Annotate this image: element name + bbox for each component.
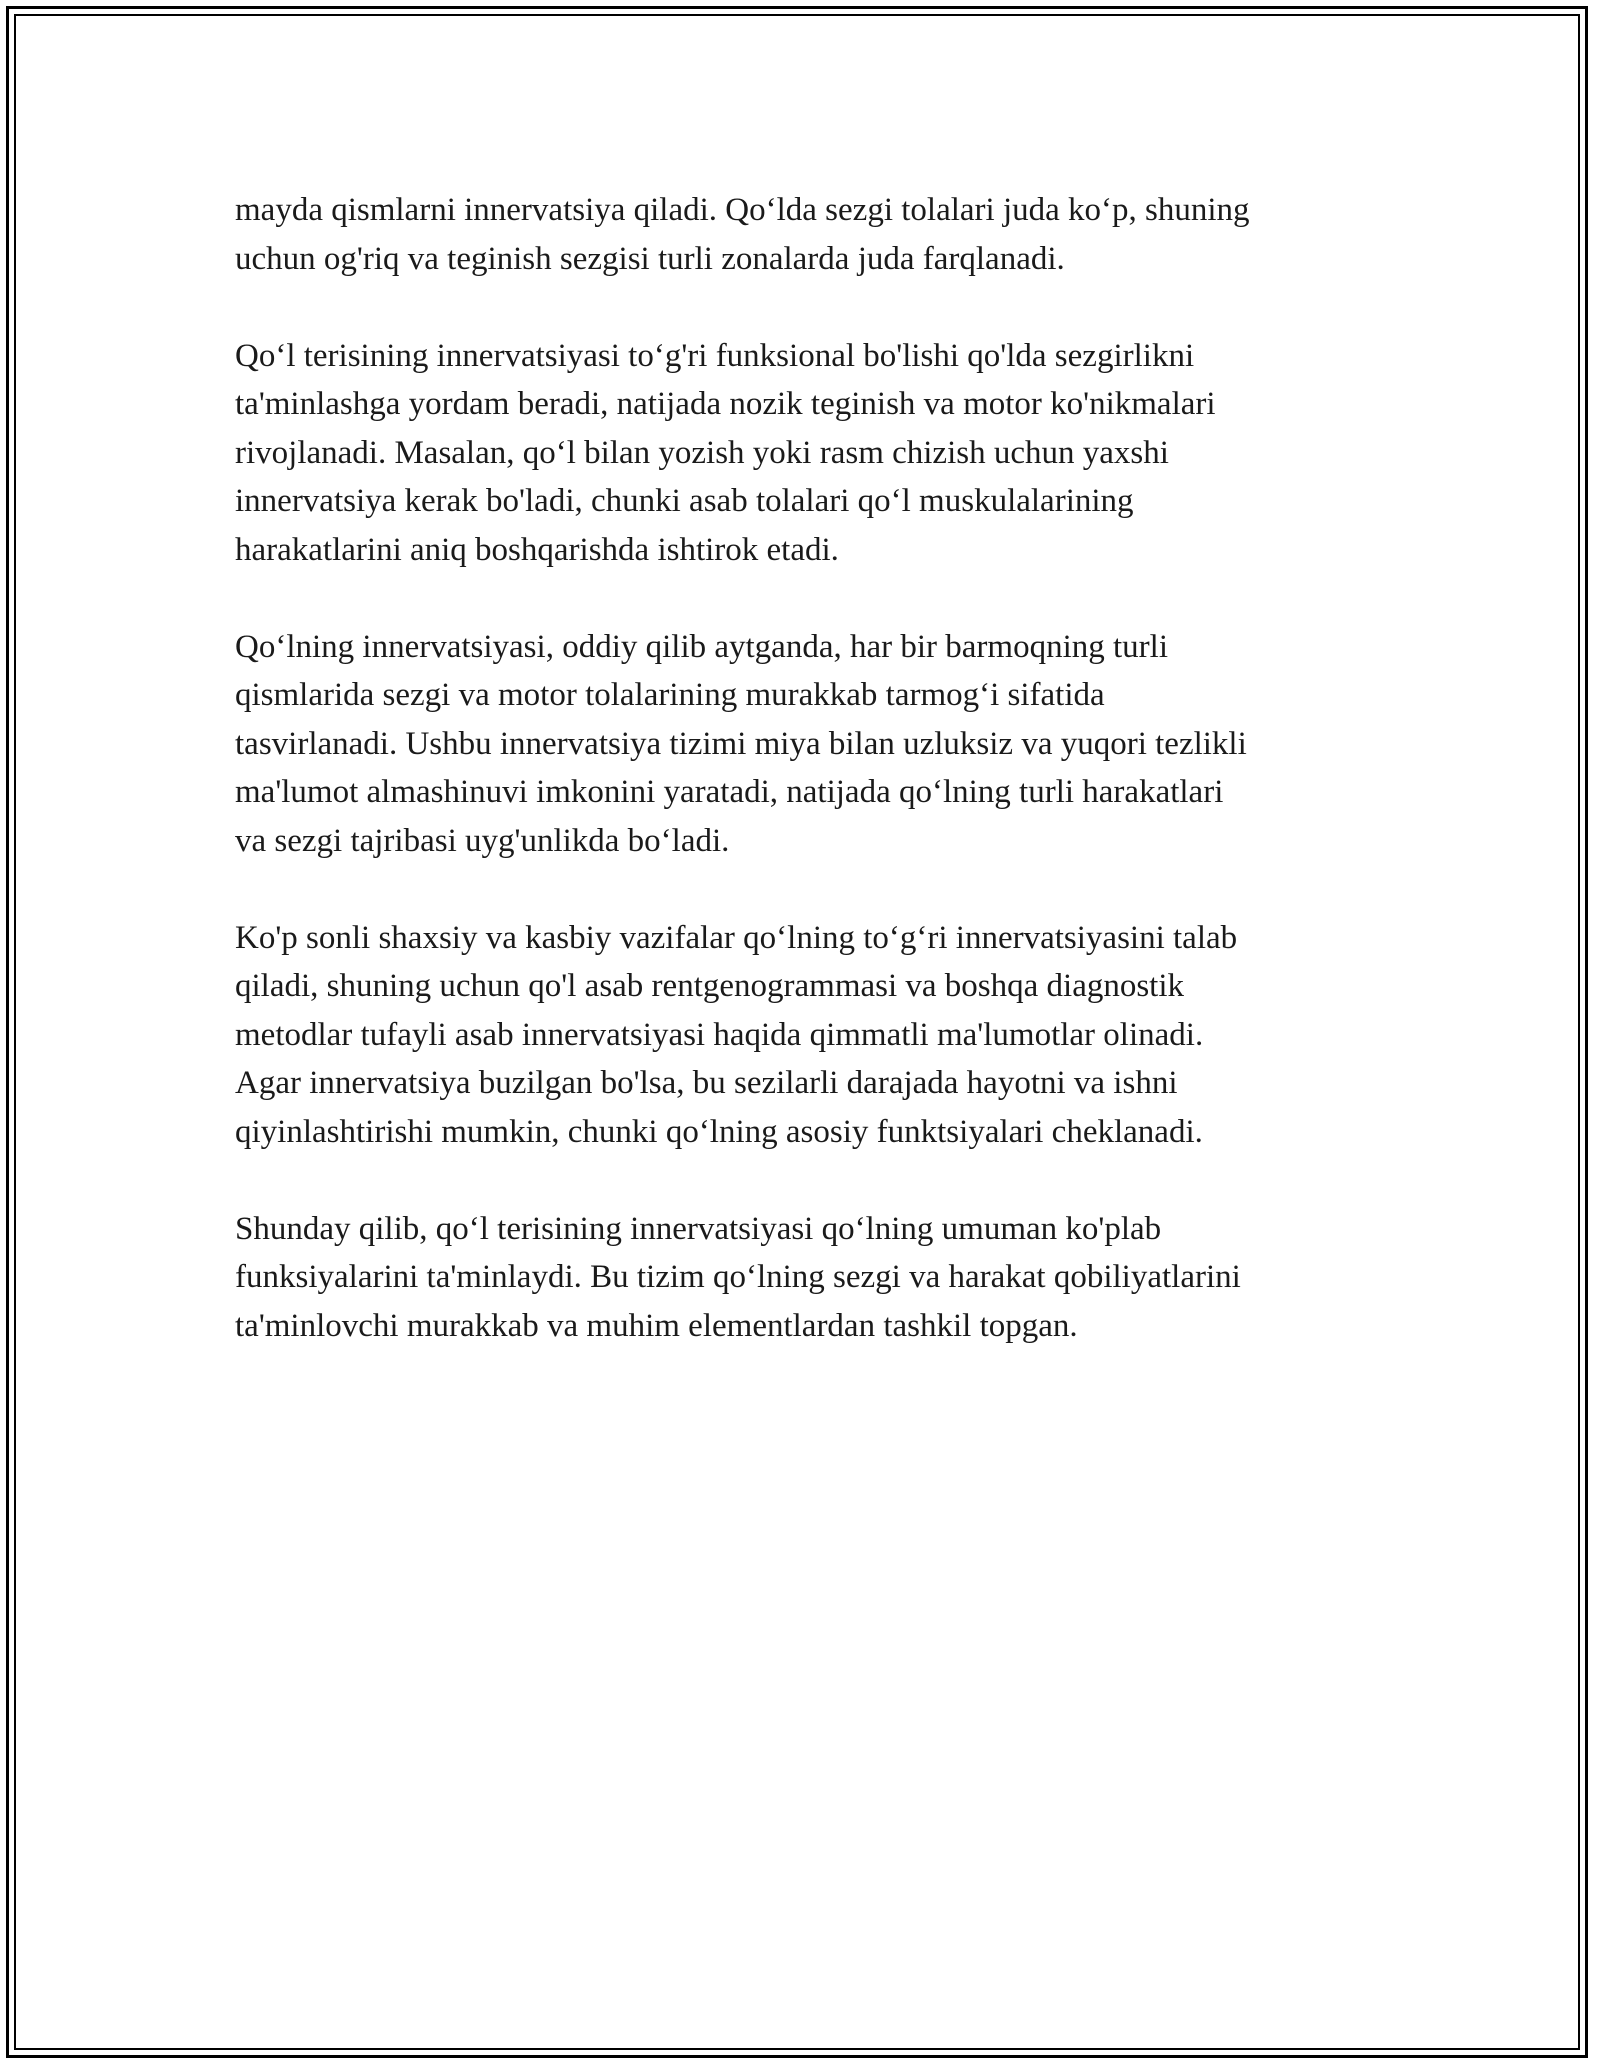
paragraph-5: Shunday qilib, qo‘l terisining innervatsiyasi qo‘lning umuman ko'plab funksiyalarini ta'minlaydi. Bu tizim qo‘lning sezgi va harakat qobiliyatlarini ta'minlovchi murakkab va muhim elementlardan tashkil topgan.: [235, 1210, 1241, 1344]
paragraph-2: Qo‘l terisining innervatsiyasi to‘g'ri funksional bo'lishi qo'lda sezgirlikni ta'minlashga yordam beradi, natijada nozik teginish va motor ko'nikmalari rivojlanadi. Masalan, qo‘l bilan yozish yoki rasm chizish uchun yaxshi innervatsiya kerak bo'ladi, chunki asab tolalari qo‘l muskulalarining harakatlarini aniq boshqarishda ishtirok etadi.: [235, 337, 1216, 568]
paragraph-1: mayda qismlarni innervatsiya qiladi. Qo‘lda sezgi tolalari juda ko‘p, shuning uchun og'riq va teginish sezgisi turli zonalarda juda farqlanadi.: [235, 192, 1250, 277]
paragraph-4: Ko'p sonli shaxsiy va kasbiy vazifalar qo‘lning to‘g‘ri innervatsiyasini talab qiladi, shuning uchun qo'l asab rentgenogrammasi va boshqa diagnostik metodlar tufayli asab innervatsiyasi haqida qimmatli ma'lumotlar olinadi. Agar innervatsiya buzilgan bo'lsa, bu sezilarli darajada hayotni va ishni qiyinlashtirishi mumkin, chunki qo‘lning asosiy funktsiyalari cheklanadi.: [235, 919, 1238, 1150]
document-body: [235, 186, 1385, 1399]
paragraph-3: Qo‘lning innervatsiyasi, oddiy qilib aytganda, har bir barmoqning turli qismlarida sezgi va motor tolalarining murakkab tarmog‘i sifatida tasvirlanadi. Ushbu innervatsiya tizimi miya bilan uzluksiz va yuqori tezlikli ma'lumot almashinuvi imkonini yaratadi, natijada qo‘lning turli harakatlari va sezgi tajribasi uyg'unlikda bo‘ladi.: [235, 628, 1247, 859]
